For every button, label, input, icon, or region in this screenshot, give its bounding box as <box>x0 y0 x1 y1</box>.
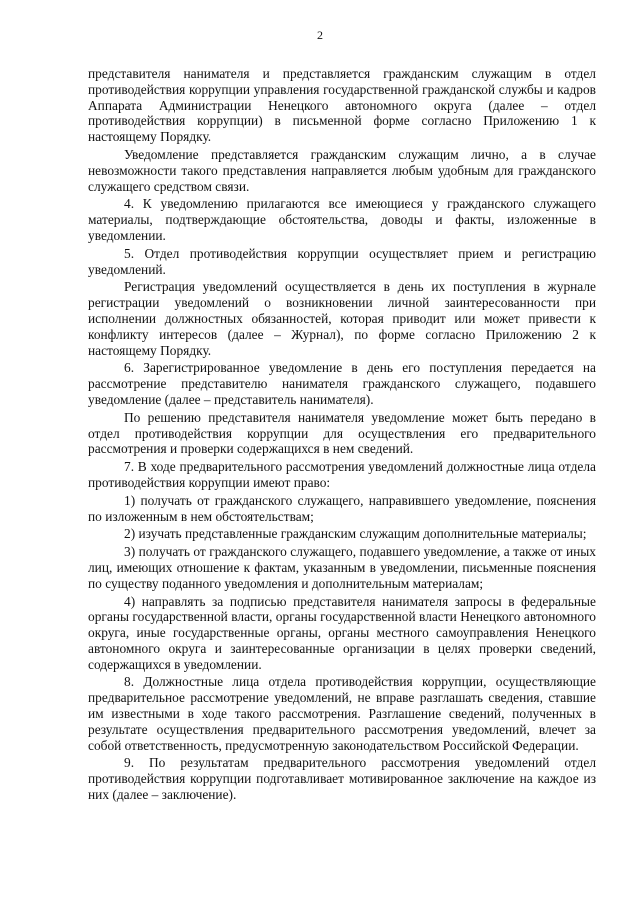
subitem-3: 3) получать от гражданского служащего, подавшего уведомление, а также от иных лиц, имеющих отношение к фактам, указанным в уведомлении, письменные пояснения по существу поданного уведомления и дополнительным материалам; <box>88 544 596 591</box>
subitem-1: 1) получать от гражданского служащего, направившего уведомление, пояснения по изложенным в нем обстоятельствам; <box>88 492 596 524</box>
paragraph-item-4: 4. К уведомлению прилагаются все имеющиеся у гражданского служащего материалы, подтверждающие обстоятельства, доводы и факты, изложенные в уведомлении. <box>88 196 596 243</box>
subitem-4: 4) направлять за подписью представителя нанимателя запросы в федеральные органы государственной власти, органы государственной власти Ненецкого автономного округа, иные государственные органы, органы местного самоуправления Ненецкого автономного округа и заинтересованные организации в целях проверки сведений, содержащихся в уведомлении. <box>88 593 596 672</box>
paragraph-continuation: представителя нанимателя и представляется гражданским служащим в отдел противодействия коррупции управления государственной гражданской службы и кадров Аппарата Администрации Ненецкого автономного округа (далее – отдел противодействия коррупции) в письменной форме согласно Приложению 1 к настоящему Порядку. <box>88 66 596 145</box>
paragraph: Регистрация уведомлений осуществляется в день их поступления в журнале регистрации уведомлений о возникновении личной заинтересованности при исполнении должностных обязанностей, которая приводит или может привести к конфликту интересов (далее – Журнал), по форме согласно Приложению 2 к настоящему Порядку. <box>88 279 596 358</box>
paragraph-item-7: 7. В ходе предварительного рассмотрения уведомлений должностные лица отдела противодействия коррупции имеют право: <box>88 459 596 490</box>
paragraph-item-6: 6. Зарегистрированное уведомление в день его поступления передается на рассмотрение представителю нанимателя гражданского служащего, подавшего уведомление (далее – представитель нанимателя). <box>88 360 596 407</box>
page-number: 2 <box>317 28 323 42</box>
paragraph: Уведомление представляется гражданским служащим лично, а в случае невозможности такого представления направляется любым удобным для гражданского служащего средством связи. <box>88 146 596 194</box>
subitem-2: 2) изучать представленные гражданским служащим дополнительные материалы; <box>124 526 587 542</box>
paragraph-item-5: 5. Отдел противодействия коррупции осуществляет прием и регистрацию уведомлений. <box>88 245 596 277</box>
paragraph-item-8: 8. Должностные лица отдела противодействия коррупции, осуществляющие предварительное рассмотрение уведомлений, не вправе разглашать сведения, ставшие им известными в ходе такого рассмотрения. Разглашение сведений, полученных в результате осуществления предварительного рассмотрения уведомлений, влечет за собой ответственность, предусмотренную законодательством Российской Федерации. <box>88 674 596 753</box>
paragraph-item-9: 9. По результатам предварительного рассмотрения уведомлений отдел противодействия коррупции подготавливает мотивированное заключение на каждое из них (далее – заключение). <box>88 755 596 803</box>
paragraph: По решению представителя нанимателя уведомление может быть передано в отдел противодействия коррупции для осуществления его предварительного рассмотрения и проверки содержащихся в нем сведений. <box>88 409 596 457</box>
document-body <box>88 66 596 803</box>
